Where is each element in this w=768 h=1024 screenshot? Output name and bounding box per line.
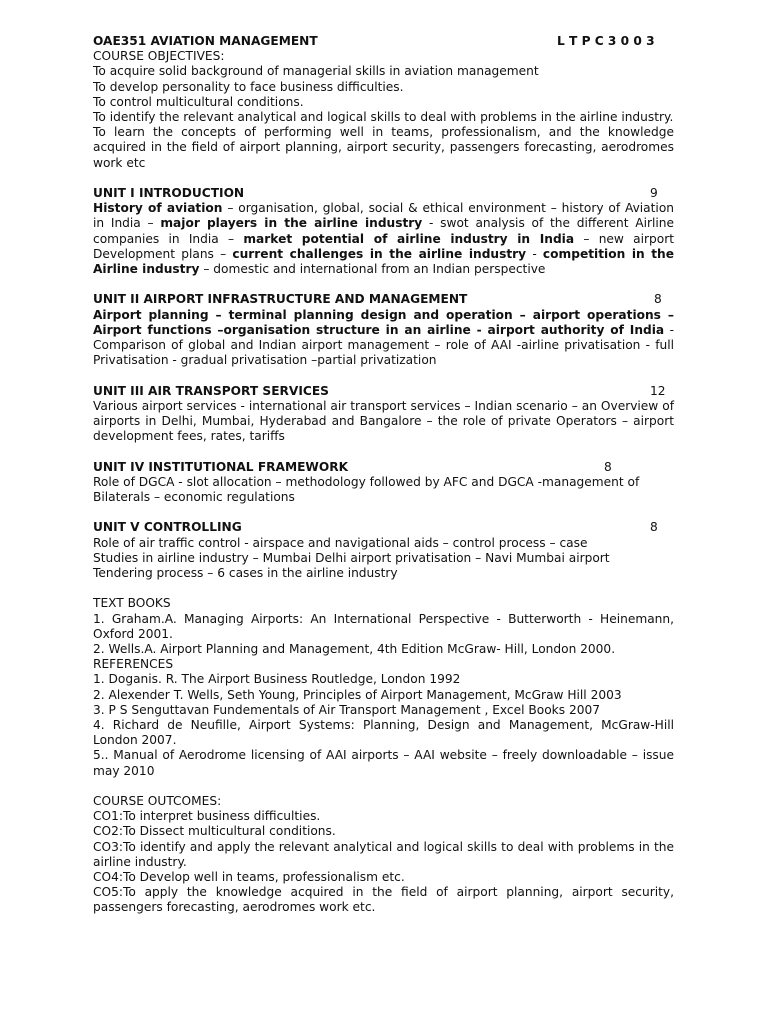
reference-item: 4. Richard de Neufille, Airport Systems: Planning, Design and Management, McGraw-Hill London 2007. [93,717,674,748]
unit-3-heading [93,384,674,399]
reference-item: 3. P S Senguttavan Fundementals of Air Transport Management , Excel Books 2007 [93,702,600,717]
unit-2-body: Airport planning – terminal planning design and operation – airport operations – Airport functions –organisation structure in an airline - airport authority of India - Comparison of global and Indian airport management – role of AAI -airline privatisation - full Privatisation - gradual privatisation –partial privatization [93,307,675,368]
outcome-item: CO3:To identify and apply the relevant analytical and logical skills to deal with problems in the airline industry. [93,839,674,869]
textbook-item: 2. Wells.A. Airport Planning and Management, 4th Edition McGraw- Hill, London 2000. [93,641,616,656]
unit-1-hours: 9 [650,186,658,200]
unit-4-hours: 8 [604,459,612,474]
unit-5-hours: 8 [650,520,658,535]
unit-3-hours: 12 [650,383,666,398]
course-title: OAE351 AVIATION MANAGEMENT [93,34,318,48]
textbooks-title: TEXT BOOKS [93,596,171,611]
unit-3-title: UNIT III AIR TRANSPORT SERVICES [93,383,329,398]
unit-1-title: UNIT I INTRODUCTION [93,186,245,200]
unit-1-heading [93,186,674,201]
reference-item: 2. Alexender T. Wells, Seth Young, Principles of Airport Management, McGraw Hill 2003 [93,687,622,702]
unit-4-line: Bilaterals – economic regulations [93,489,295,504]
objectives-list [93,64,674,170]
outcome-item: CO2:To Dissect multicultural conditions. [93,824,336,839]
course-header [93,34,674,49]
unit-5-title: UNIT V CONTROLLING [93,520,242,535]
objectives-title: COURSE OBJECTIVES: [93,49,225,64]
reference-item: 1. Doganis. R. The Airport Business Routledge, London 1992 [93,672,461,687]
outcomes-title: COURSE OUTCOMES: [93,793,222,808]
unit-3-body: Various airport services - international air transport services – Indian scenario – an Overview of airports in Delhi, Mumbai, Hyderabad and Bangalore – the role of private Operators – airport development fees, rates, tariffs [93,398,674,444]
unit-2-hours: 8 [654,292,662,307]
textbook-item: 1. Graham.A. Managing Airports: An International Perspective - Butterworth - Heinemann, Oxford 2001. [93,611,674,641]
outcome-item: CO1:To interpret business difficulties. [93,809,321,824]
unit-5-line: Role of air traffic control - airspace and navigational aids – control process – case [93,535,588,550]
unit-2-title: UNIT II AIRPORT INFRASTRUCTURE AND MANAGEMENT [93,292,468,307]
reference-item: 5.. Manual of Aerodrome licensing of AAI airports – AAI website – freely downloadable – issue may 2010 [93,748,674,778]
objective-item: To acquire solid background of managerial skills in aviation management [93,64,539,79]
objective-item: To develop personality to face business difficulties. [93,79,404,94]
unit-5-line: Studies in airline industry – Mumbai Delhi airport privatisation – Navi Mumbai airport [93,550,610,565]
unit-5-line: Tendering process – 6 cases in the airline industry [93,565,398,580]
unit-5-heading [93,520,674,535]
unit-1-body: History of aviation – organisation, global, social & ethical environment – history of Aviation in India – major players in the airline industry - swot analysis of the different Airline companies in India – market potential of airline industry in India – new airport Development plans – current challenges in the airline industry - competition in the Airline industry – domestic and international from an Indian perspective [93,201,675,276]
ltpc-credits: L T P C 3 0 0 3 [557,34,655,48]
unit-4-heading [93,460,674,475]
objective-item: To control multicultural conditions. [93,94,304,109]
syllabus-page [93,34,674,916]
unit-4-title: UNIT IV INSTITUTIONAL FRAMEWORK [93,459,349,474]
outcome-item: CO5:To apply the knowledge acquired in the field of airport planning, airport security, passengers forecasting, aerodromes work etc. [93,885,674,915]
unit-2-heading [93,292,674,307]
references-title: REFERENCES [93,657,174,672]
objective-item: To identify the relevant analytical and logical skills to deal with problems in the airline industry. [93,110,674,124]
objective-item: To learn the concepts of performing well in teams, professionalism, and the knowledge acquired in the field of airport planning, airport security, passengers forecasting, aerodromes work etc [93,125,674,170]
unit-4-line: Role of DGCA - slot allocation – methodology followed by AFC and DGCA -management of [93,474,640,489]
outcome-item: CO4:To Develop well in teams, professionalism etc. [93,869,405,884]
